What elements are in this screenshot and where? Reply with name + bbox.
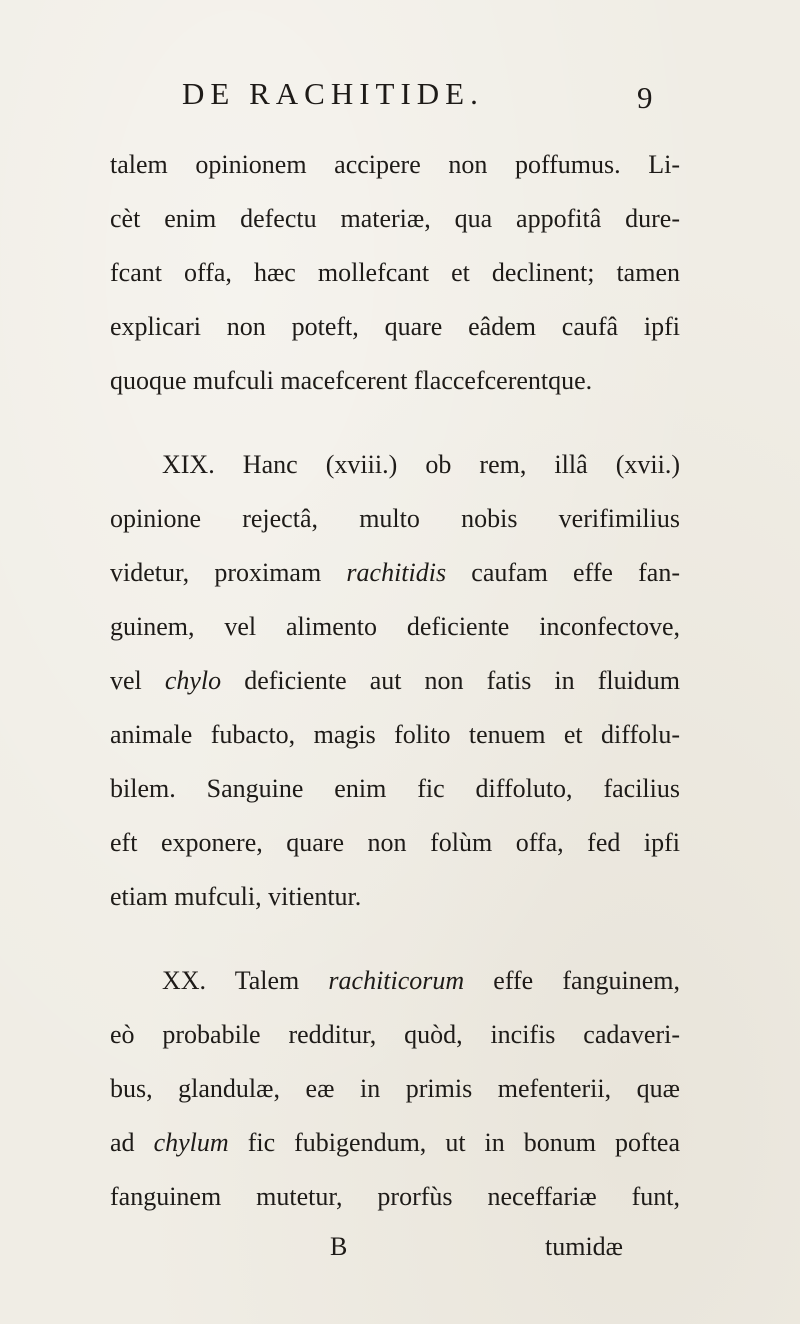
text-line: vel chylo deficiente aut non fatis in fluidum — [110, 666, 681, 695]
text-line: opinione rejectâ, multo nobis verifimilius — [110, 504, 680, 533]
page-number: 9 — [637, 80, 653, 115]
catchword: tumidæ — [545, 1232, 624, 1261]
text-line: eft exponere, quare non folùm offa, fed ipfi — [110, 828, 680, 857]
italic-term: chylum — [153, 1128, 229, 1157]
text-line: quoque mufculi macefcerent flaccefcerentque. — [110, 366, 593, 395]
text-line: guinem, vel alimento deficiente inconfectove, — [110, 612, 680, 641]
section-heading-xx: XX. Talem rachiticorum effe fanguinem, — [162, 966, 680, 995]
text-line: ad chylum fic fubigendum, ut in bonum poftea — [110, 1128, 681, 1157]
italic-term: rachiticorum — [328, 966, 465, 995]
text-line: fcant offa, hæc mollefcant et declinent; tamen — [110, 258, 680, 287]
text-line: explicari non poteft, quare eâdem caufâ ipfi — [110, 312, 680, 341]
text-line: eò probabile redditur, quòd, incifis cadaveri- — [110, 1020, 680, 1049]
text-line: cèt enim defectu materiæ, qua appofitâ dure- — [110, 204, 680, 233]
text-line: talem opinionem accipere non poffumus. Li- — [110, 150, 680, 179]
italic-term: chylo — [164, 666, 222, 695]
text-line: animale fubacto, magis folito tenuem et diffolu- — [110, 720, 680, 749]
text-line: fanguinem mutetur, prorfùs neceffariæ funt, — [110, 1182, 680, 1211]
signature-mark: B — [330, 1232, 348, 1261]
text-line: bus, glandulæ, eæ in primis mefenterii, quæ — [110, 1074, 680, 1103]
running-head-title: DE RACHITIDE. — [182, 76, 484, 111]
text-line: etiam mufculi, vitientur. — [110, 882, 362, 911]
text-line: bilem. Sanguine enim fic diffoluto, facilius — [110, 774, 680, 803]
italic-term: rachitidis — [346, 558, 447, 587]
section-heading-xix: XIX. Hanc (xviii.) ob rem, illâ (xvii.) — [162, 450, 680, 479]
text-line: videtur, proximam rachitidis caufam effe fan- — [110, 558, 681, 587]
